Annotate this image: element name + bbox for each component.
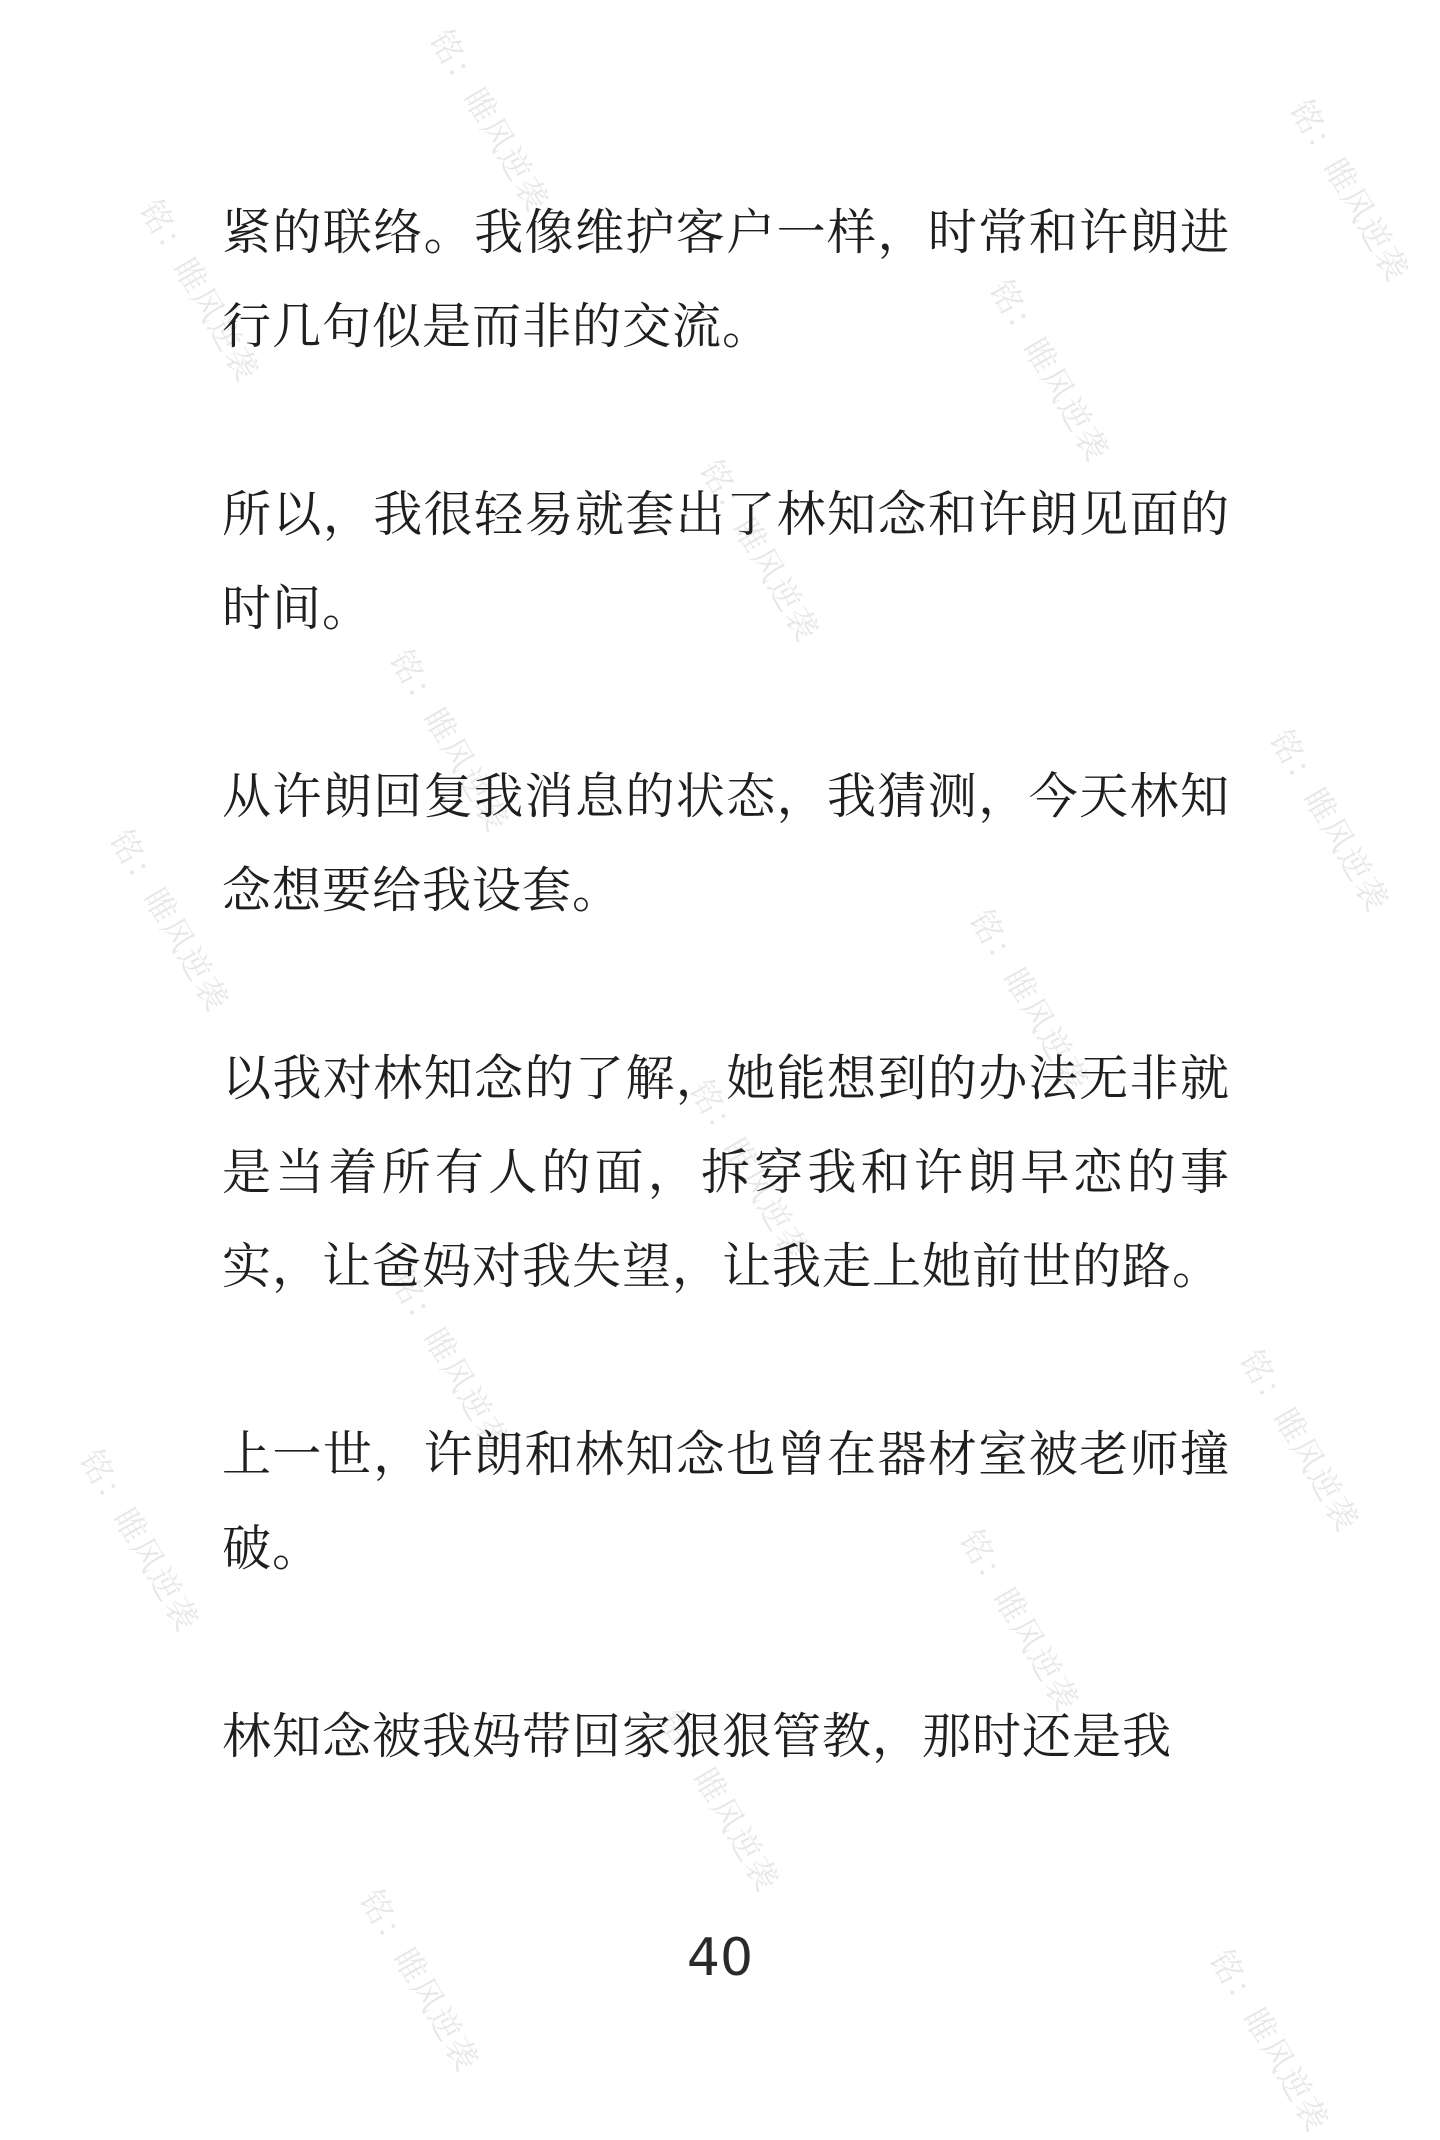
watermark: 铭：睢风逆袭 <box>71 1443 207 1639</box>
watermark: 铭：睢风逆袭 <box>651 1703 787 1899</box>
watermark: 铭：睢风逆袭 <box>1201 1943 1337 2139</box>
body-text <box>222 186 1230 1784</box>
watermark: 铭：睢风逆袭 <box>681 1073 817 1269</box>
paragraph-gap <box>222 656 1230 750</box>
paragraph: 林知念被我妈带回家狠狠管教，那时还是我 <box>222 1708 1173 1765</box>
watermark: 铭：睢风逆袭 <box>981 273 1117 469</box>
watermark: 铭：睢风逆袭 <box>351 1883 487 2079</box>
paragraph-gap <box>222 374 1230 468</box>
watermark: 铭：睢风逆袭 <box>1261 723 1397 919</box>
paragraph: 以我对林知念的了解，她能想到的办法无非就是当着所有人的面，拆穿我和许朗早恋的事实，让爸妈对我失望，让我走上她前世的路。 <box>222 1050 1230 1295</box>
page-number: 40 <box>686 1928 754 1988</box>
paragraph: 所以，我很轻易就套出了林知念和许朗见面的时间。 <box>222 486 1230 637</box>
paragraph-gap <box>222 938 1230 1032</box>
paragraph: 紧的联络。我像维护客户一样，时常和许朗进行几句似是而非的交流。 <box>222 204 1230 355</box>
paragraph: 从许朗回复我消息的状态，我猜测，今天林知念想要给我设套。 <box>222 768 1230 919</box>
watermark: 铭：睢风逆袭 <box>961 903 1097 1099</box>
watermark: 铭：睢风逆袭 <box>131 193 267 389</box>
watermark: 铭：睢风逆袭 <box>381 643 517 839</box>
paragraph: 上一世，许朗和林知念也曾在器材室被老师撞破。 <box>222 1426 1230 1577</box>
watermark: 铭：睢风逆袭 <box>1231 1343 1367 1539</box>
watermark: 铭：睢风逆袭 <box>1281 93 1417 289</box>
paragraph-gap <box>222 1596 1230 1690</box>
watermark: 铭：睢风逆袭 <box>101 823 237 1019</box>
watermark: 铭：睢风逆袭 <box>381 1263 517 1459</box>
watermark: 铭：睢风逆袭 <box>421 23 557 219</box>
watermark: 铭：睢风逆袭 <box>951 1523 1087 1719</box>
paragraph-gap <box>222 1314 1230 1408</box>
watermark: 铭：睢风逆袭 <box>691 453 827 649</box>
